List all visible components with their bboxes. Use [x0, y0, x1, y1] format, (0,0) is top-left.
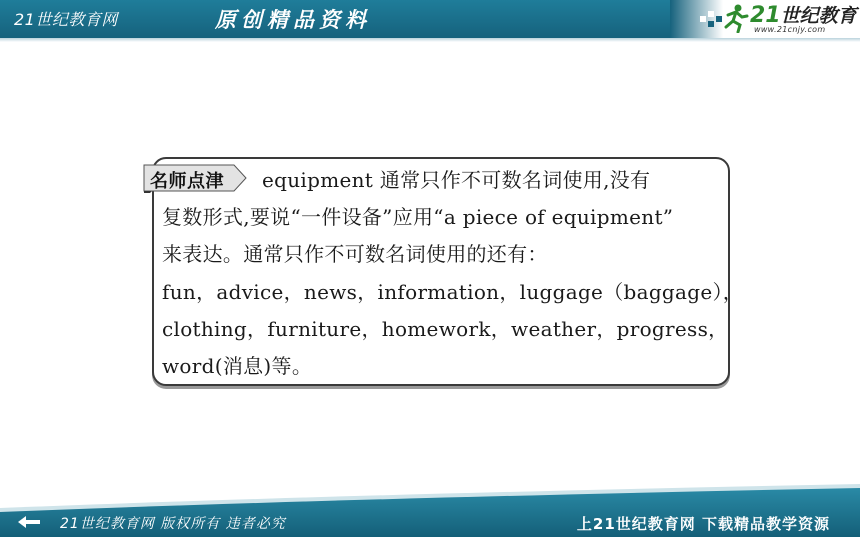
copyright-notice: 21世纪教育网 版权所有 违者必究	[60, 516, 286, 532]
logo-url: www.21cnjy.com	[754, 25, 826, 34]
back-arrow-icon[interactable]	[16, 514, 42, 530]
runner-icon	[720, 3, 750, 33]
note-line-1: equipment 通常只作不可数名词使用,没有	[262, 168, 651, 192]
note-line-5: clothing，furniture，homework，weather，progress，	[162, 317, 729, 341]
note-line-3: 来表达。通常只作不可数名词使用的还有：	[162, 242, 548, 266]
logo-number: 21	[750, 3, 781, 28]
note-line-2: 复数形式,要说“一件设备”应用“a piece of equipment”	[162, 205, 674, 229]
note-line-4: fun，advice，news，information，luggage（baggage），	[162, 280, 744, 304]
logo-wordmark	[750, 1, 857, 28]
footer-download-link[interactable]: 上21世纪教育网 下载精品教学资源	[576, 515, 830, 533]
site-logo[interactable]	[670, 0, 860, 38]
brand-title: 21世纪教育网	[14, 10, 118, 29]
note-line-6: word(消息)等。	[162, 354, 313, 378]
logo-word: 世纪教育	[780, 5, 857, 27]
note-tag-label: 名师点津	[150, 171, 224, 192]
header-shadow	[0, 38, 860, 42]
header-bar	[0, 0, 860, 38]
header-subtitle: 原创精品资料	[215, 7, 371, 32]
teacher-note-tag	[142, 163, 250, 193]
decorative-squares-icon	[700, 11, 722, 27]
